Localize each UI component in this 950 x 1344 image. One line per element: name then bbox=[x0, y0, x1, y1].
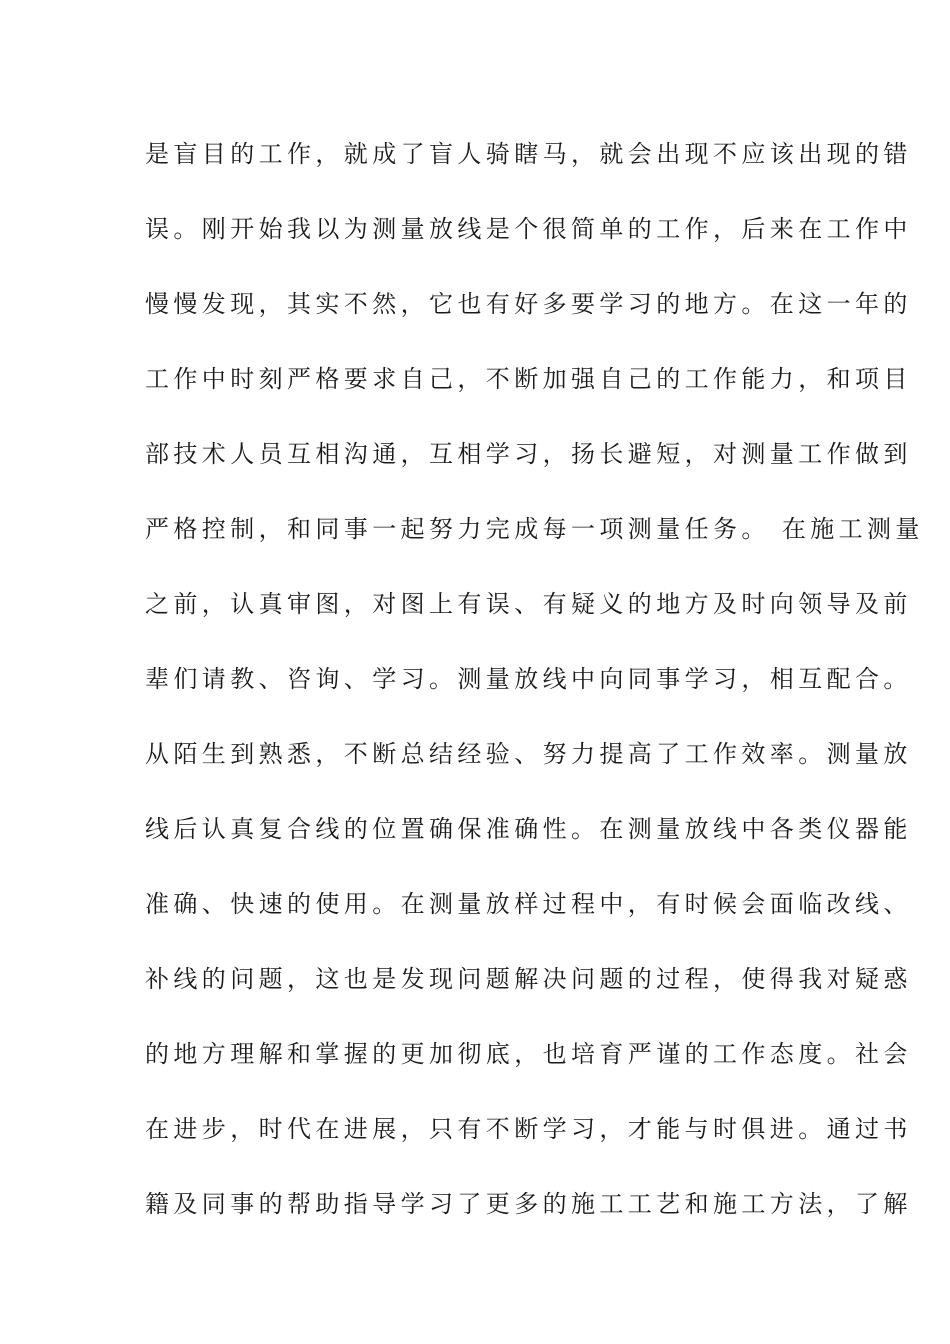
text-line: 准确、快速的使用。在测量放样过程中，有时候会面临改线、 bbox=[145, 890, 912, 918]
text-line: 辈们请教、咨询、学习。测量放线中向同事学习，相互配合。 bbox=[145, 665, 912, 693]
text-line: 是盲目的工作，就成了盲人骑瞎马，就会出现不应该出现的错 bbox=[145, 140, 912, 168]
text-line: 误。刚开始我以为测量放线是个很简单的工作，后来在工作中 bbox=[145, 215, 912, 243]
text-line: 从陌生到熟悉，不断总结经验、努力提高了工作效率。测量放 bbox=[145, 740, 912, 768]
body-text bbox=[145, 128, 924, 1253]
text-line: 部技术人员互相沟通，互相学习，扬长避短，对测量工作做到 bbox=[145, 440, 912, 468]
text-line: 补线的问题，这也是发现问题解决问题的过程，使得我对疑惑 bbox=[145, 965, 912, 993]
text-line: 之前，认真审图，对图上有误、有疑义的地方及时向领导及前 bbox=[145, 590, 912, 618]
text-line: 的地方理解和掌握的更加彻底，也培育严谨的工作态度。社会 bbox=[145, 1040, 912, 1068]
text-line: 慢慢发现，其实不然，它也有好多要学习的地方。在这一年的 bbox=[145, 290, 912, 318]
text-line: 在进步，时代在进展，只有不断学习，才能与时俱进。通过书 bbox=[145, 1115, 912, 1143]
text-line: 籍及同事的帮助指导学习了更多的施工工艺和施工方法，了解 bbox=[145, 1190, 912, 1218]
text-line: 严格控制，和同事一起努力完成每一项测量任务。 在施工测量 bbox=[145, 515, 924, 543]
text-line: 线后认真复合线的位置确保准确性。在测量放线中各类仪器能 bbox=[145, 815, 912, 843]
text-line: 工作中时刻严格要求自己，不断加强自己的工作能力，和项目 bbox=[145, 365, 912, 393]
